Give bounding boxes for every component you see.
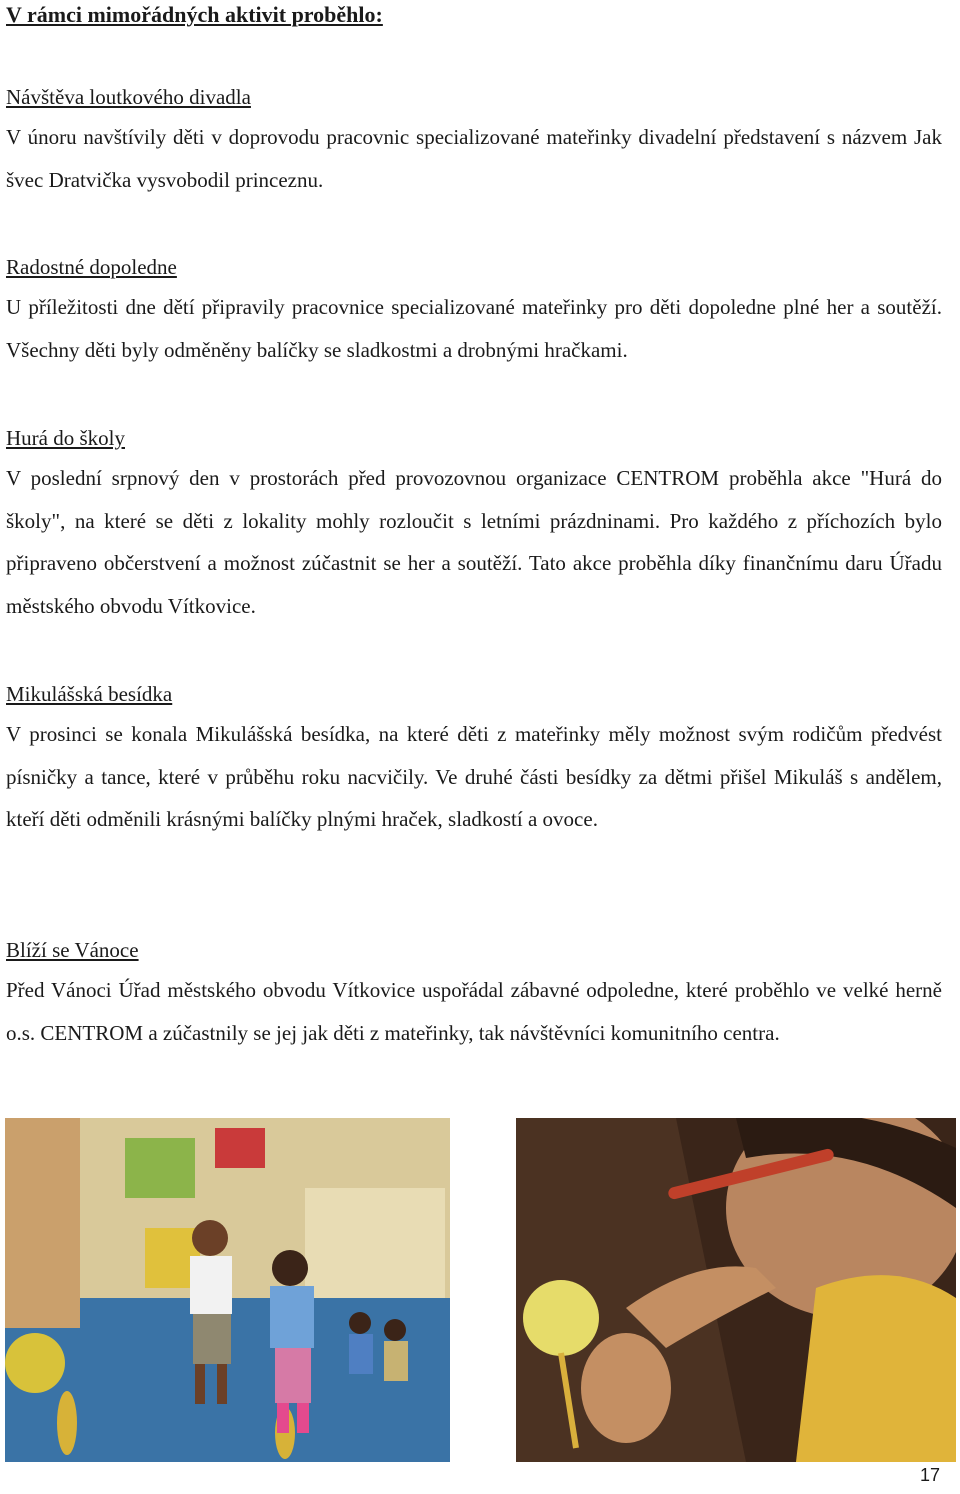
section-text: Před Vánoci Úřad městského obvodu Vítkovice uspořádal zábavné odpoledne, které proběhlo ve velké herně o.s. CENTROM a zúčastnily se jej jak děti z mateřinky, tak návštěvníci komunitního centra. xyxy=(6,978,942,1045)
section-blizi-se-vanoce xyxy=(6,935,942,1054)
photo-girl-with-toy-illustration xyxy=(516,1118,956,1462)
photo-children-playing xyxy=(5,1118,450,1462)
section-title: Blíží se Vánoce xyxy=(6,938,139,962)
section-text: U příležitosti dne dětí připravily pracovnice specializované mateřinky pro děti dopoledne plné her a soutěží. Všechny děti byly odměněny balíčky se sladkostmi a drobnými hračkami. xyxy=(6,295,942,362)
section-title: Mikulášská besídka xyxy=(6,682,173,706)
section-radostne-dopoledne xyxy=(6,252,942,371)
section-text: V prosinci se konala Mikulášská besídka, na které děti z mateřinky měly možnost svým rodičům předvést písničky a tance, které v průběhu roku nacvičily. Ve druhé části besídky za dětmi přišel Mikuláš s andělem, kteří děti odměnili krásnými balíčky plnými hraček, sladkostí a ovoce. xyxy=(6,722,942,831)
page-title: V rámci mimořádných aktivit proběhlo: xyxy=(6,2,383,27)
section-hura-do-skoly xyxy=(6,423,942,627)
photo-girl-with-toy xyxy=(516,1118,956,1462)
section-loutkove-divadlo xyxy=(6,82,942,201)
section-title: Hurá do školy xyxy=(6,426,125,450)
page-number: 17 xyxy=(919,1465,940,1485)
photo-children-playing-illustration xyxy=(5,1118,450,1462)
section-title: Návštěva loutkového divadla xyxy=(6,85,251,109)
section-title: Radostné dopoledne xyxy=(6,255,177,279)
section-mikulasska-besidka xyxy=(6,679,942,841)
section-text: V poslední srpnový den v prostorách před provozovnou organizace CENTROM proběhla akce "Hurá do školy", na které se děti z lokality mohly rozloučit s letními prázdninami. Pro každého z příchozích bylo připraveno občerstvení a možnost zúčastnit se her a soutěží. Tato akce proběhla díky finančnímu daru Úřadu městského obvodu Vítkovice. xyxy=(6,466,942,618)
section-text: V únoru navštívily děti v doprovodu pracovnic specializované mateřinky divadelní představení s názvem Jak švec Dratvička vysvobodil princeznu. xyxy=(6,125,942,192)
